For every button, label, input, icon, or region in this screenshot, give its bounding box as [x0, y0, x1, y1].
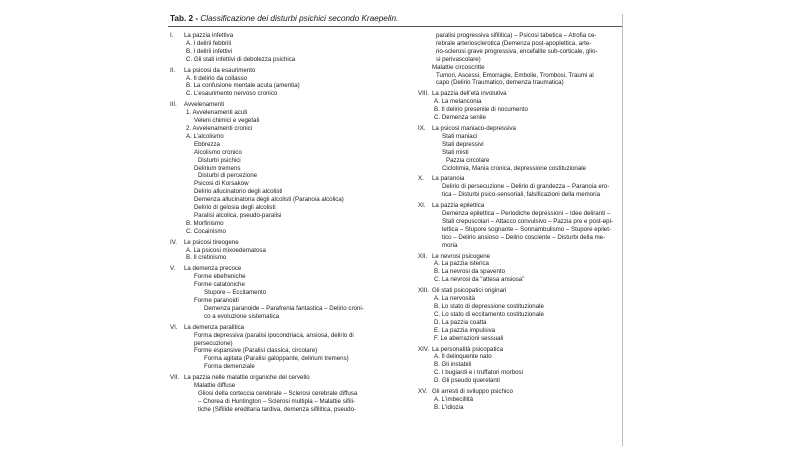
section-title: Le psicosi tireogene — [184, 238, 239, 246]
section-item: A. Il delinquente nato — [434, 353, 492, 361]
classification-section — [416, 125, 622, 172]
section-heading — [416, 90, 622, 98]
document-page — [168, 14, 623, 446]
continuation-line: rebrale arteriosclerotica (Demenza post-apoplettica, arte- — [436, 39, 592, 47]
section-number: IV. — [170, 238, 177, 246]
classification-section — [416, 202, 622, 249]
classification-section — [416, 287, 622, 342]
section-item: E. La pazzia impulsiva — [434, 326, 496, 334]
table-label: Tab. 2 - — [170, 14, 199, 23]
classification-section — [168, 67, 386, 99]
continuation-line: capo (Delirio Traumatico, demenza traumatica) — [436, 79, 564, 87]
section-item: Gliosi della corteccia cerebrale – Sclerosi cerebrale diffusa — [198, 389, 358, 397]
section-item: Delirio di gelosia degli alcolisti — [194, 204, 276, 212]
section-heading — [168, 374, 386, 382]
section-item: B. Lo stato di depressione costituzionale — [434, 303, 544, 310]
section-item: A. La nervosità — [434, 295, 475, 303]
section-number: VIII. — [418, 90, 429, 98]
section-heading — [168, 32, 386, 40]
section-title: Gli arresti di sviluppo psichico — [432, 388, 513, 396]
section-item: A. Il delirio da collasso — [186, 74, 248, 82]
section-item: Ciclotimia, Mania cronica, depressione costituzionale — [442, 164, 587, 172]
section-item: A. La pazzia isterica — [434, 260, 489, 268]
section-title: La demenza paralitica — [184, 323, 245, 331]
section-item: C. Demenza senile — [434, 114, 486, 122]
section-item: Alcolismo cronico — [194, 148, 242, 156]
section-item: C. L'esaurimento nervoso cronico — [186, 90, 278, 98]
section-number: XV. — [418, 388, 428, 396]
section-item: Disturbi psichici — [198, 156, 241, 164]
section-item: Demenza allucinatoria degli alcolisti (Paranoia alcolica) — [194, 196, 344, 204]
section-number: XIV. — [418, 345, 430, 353]
caption-rule — [168, 26, 622, 27]
section-title: La paranoia — [432, 175, 465, 183]
section-item: lettica – Stupore sognante – Sonnambulismo – Stupore epilet- — [442, 225, 611, 233]
section-item: F. Le aberrazioni sessuali — [434, 334, 504, 342]
section-heading — [416, 202, 622, 210]
section-item: C. I bugiardi e i truffatori morbosi — [434, 369, 523, 377]
section-item: Malattie diffuse — [194, 382, 236, 390]
section-title: Gli stati psicopatici originari — [432, 287, 507, 295]
section-heading — [416, 175, 622, 183]
section-heading — [168, 239, 386, 247]
section-item: moria — [442, 241, 458, 249]
section-item: tiche (Sifilide ereditaria tardiva, demenza sifilitica, pseudo- — [198, 405, 357, 413]
section-item: Forma depressiva (paralisi ipocondriaca, ansiosa, delirio di — [194, 331, 354, 339]
section-heading — [168, 67, 386, 75]
section-item: Forme paranoidi — [194, 297, 239, 304]
continuation-line: si perivascolare) — [436, 55, 481, 63]
section-item: C. La nevrosi da "attesa ansiosa" — [434, 276, 525, 284]
table-caption — [170, 14, 622, 24]
section-title: Avvelenamenti — [184, 101, 225, 109]
section-item: A. L'alcolismo — [186, 132, 224, 140]
section-item: Forma agitata (Paralisi galoppante, delirium tremens) — [204, 355, 349, 363]
section-item: Delirium tremens — [194, 164, 241, 172]
section-number: X. — [418, 175, 424, 183]
section-item: Veleni chimici e vegetali — [194, 117, 260, 125]
section-item: B. L'idiozia — [434, 403, 464, 411]
section-heading — [416, 388, 622, 396]
section-item: Stati crepuscolari – Attacco convulsivo – Pazzia pre e post-epi- — [442, 217, 613, 225]
section-item: C. Gli stati infettivi di debolezza psichica — [186, 55, 296, 63]
section-item: Forma demenziale — [204, 363, 255, 371]
section-heading — [168, 324, 386, 332]
continuation-line: Tumori, Ascessi, Emorragie, Embolie, Trombosi, Traumi al — [436, 71, 594, 79]
section-item: persecuzione) — [194, 339, 233, 347]
section-number: VII. — [170, 374, 180, 382]
continuation-line: Malattie circoscritte — [432, 63, 485, 71]
section-item: Disturbi di percezione — [198, 172, 258, 180]
section-item: Pazzia circolare — [446, 156, 490, 164]
section-title: La pazzia epilettica — [432, 202, 485, 210]
section-item: Stupore – Eccitamento — [204, 289, 267, 297]
classification-section — [168, 324, 386, 371]
section-item: tica – Disturbi psico-sensoriali, falsificazioni della memoria — [442, 191, 601, 199]
section-item: Forme espansive (Paralisi classica, circolare) — [194, 347, 318, 355]
section-item: C. Lo stato di eccitamento costituzionale — [434, 310, 544, 318]
section-item: Demenza epilettica – Periodiche depressioni – Idee deliranti – — [442, 210, 611, 218]
section-heading — [416, 125, 622, 133]
section-heading — [416, 287, 622, 295]
section-title: La pazzia infettiva — [184, 32, 234, 39]
section-number: III. — [170, 101, 177, 109]
section-title: Le nevrosi psicogene — [432, 252, 491, 260]
section-item: D. La pazzia coatta — [434, 318, 487, 326]
classification-section — [416, 388, 622, 412]
section-number: XIII. — [418, 287, 429, 295]
section-item: – Chorea di Huntington – Sclerosi multipla – Malattie sifili- — [198, 397, 356, 405]
section-heading — [416, 253, 622, 261]
section-item: B. Il delirio presenile di nocumento — [434, 106, 528, 114]
classification-section — [168, 32, 386, 64]
section-number: XII. — [418, 252, 428, 260]
section-item: D. Gli pseudo querelanti — [434, 377, 500, 385]
section-item: B. Il cretinismo — [186, 254, 227, 262]
table-title: Classificazione dei disturbi psichici secondo Kraepelin. — [200, 14, 399, 23]
section-number: IX. — [418, 124, 426, 132]
section-number: VI. — [170, 323, 178, 331]
section-title: La psicosi da esaurimento — [184, 66, 256, 74]
section-heading — [416, 346, 622, 354]
right-sections — [416, 90, 622, 411]
section-item: co a evoluzione sistematica — [204, 312, 280, 320]
section-item: Forme ebefreniche — [194, 273, 246, 281]
section-item: Forme catatoniche — [194, 281, 245, 289]
section-item: 2. Avvelenamenti cronici — [186, 124, 253, 132]
section-item: A. La psicosi mixoedematosa — [186, 246, 266, 254]
section-item: Demenza paranoide – Parafrenia fantastica – Delirio croni- — [204, 304, 364, 312]
continuation-line: paralisi progressiva sifilitica) – Psicosi tabetica – Atrofia ce- — [436, 32, 597, 39]
section-title: La demenza precoce — [184, 265, 242, 273]
section-item: A. I delirii febbrili — [186, 39, 232, 47]
section-item: B. Morfinismo — [186, 219, 224, 227]
section-title: La pazzia nelle malattie organiche del cervello — [184, 374, 310, 382]
section-item: Paralisi alcolica, pseudo-paralisi — [194, 211, 282, 219]
classification-section — [416, 253, 622, 285]
section-item: Stati depressivi — [442, 140, 484, 148]
section-item: B. La confusione mentale acuta (amentia) — [186, 82, 300, 90]
section-item: Delirio allucinatorio degli alcolisti — [194, 188, 283, 196]
section-title: La personalità psicopatica — [432, 345, 504, 353]
section-item: B. I delirii infettivi — [186, 47, 233, 55]
section-number: XI. — [418, 202, 426, 210]
section-item: B. La nevrosi da spavento — [434, 268, 506, 276]
continuation-line: rio-sclerosi grave progressiva, encefalite sub-corticale, glio- — [436, 47, 598, 55]
left-column — [168, 32, 386, 417]
classification-section — [416, 175, 622, 199]
section-title: La pazzia dell'età involutiva — [432, 90, 507, 98]
section-item: Delirio di persecuzione – Delirio di grandezza – Paranoia ero- — [442, 183, 610, 191]
section-item: A. L'imbecillità — [434, 395, 474, 403]
section-item: tico – Delirio ansioso – Delirio cosciente – Disturbi della me- — [442, 233, 606, 241]
section-title: La psicosi maniaco-depressiva — [432, 124, 516, 132]
section-item: Stati misti — [442, 148, 469, 156]
classification-section — [168, 239, 386, 263]
section-number: I. — [170, 32, 174, 39]
classification-section — [416, 90, 622, 122]
classification-section — [168, 374, 386, 414]
section-item: Psicosi di Korsakow — [194, 180, 249, 188]
classification-section — [168, 265, 386, 320]
section-item: 1. Avvelenamenti acuti — [186, 109, 248, 117]
continuation-block — [416, 32, 622, 87]
section-number: V. — [170, 265, 176, 273]
classification-section — [168, 101, 386, 235]
section-item: Stati maniaci — [442, 132, 478, 140]
section-number: II. — [170, 66, 176, 74]
section-heading — [168, 101, 386, 109]
section-item: Ebbrezza — [194, 140, 220, 148]
classification-section — [416, 346, 622, 386]
section-item: C. Cocainismo — [186, 227, 226, 235]
right-column — [416, 32, 622, 415]
section-item: A. La melanconia — [434, 98, 482, 106]
section-item: B. Gli instabili — [434, 361, 472, 369]
section-heading — [168, 265, 386, 273]
